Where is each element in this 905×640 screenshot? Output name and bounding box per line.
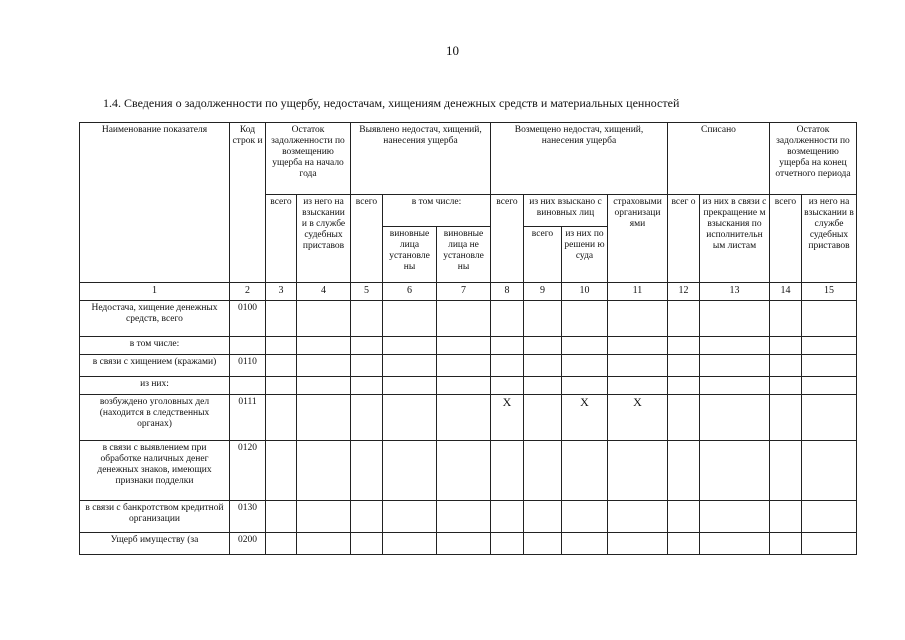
row-code: 0130 xyxy=(230,501,266,533)
value-cell[interactable] xyxy=(700,377,770,395)
value-cell[interactable] xyxy=(668,395,700,441)
value-cell[interactable] xyxy=(562,533,608,555)
value-cell[interactable] xyxy=(700,533,770,555)
value-cell[interactable] xyxy=(491,501,524,533)
value-cell[interactable] xyxy=(608,377,668,395)
value-cell[interactable] xyxy=(266,355,297,377)
value-cell[interactable] xyxy=(562,501,608,533)
value-cell[interactable] xyxy=(437,301,491,337)
table-row xyxy=(80,501,857,533)
value-cell[interactable] xyxy=(668,301,700,337)
column-number-row xyxy=(80,283,857,301)
value-cell[interactable] xyxy=(437,337,491,355)
value-cell[interactable] xyxy=(437,533,491,555)
value-cell[interactable] xyxy=(770,501,802,533)
value-cell[interactable] xyxy=(770,337,802,355)
header-code: Код строк и xyxy=(230,123,266,283)
value-cell[interactable] xyxy=(802,377,857,395)
col-number: 7 xyxy=(437,283,491,301)
value-cell[interactable] xyxy=(297,337,351,355)
value-cell[interactable] xyxy=(266,377,297,395)
value-cell[interactable] xyxy=(608,441,668,501)
row-code: 0100 xyxy=(230,301,266,337)
value-cell[interactable] xyxy=(524,441,562,501)
row-label: из них: xyxy=(80,377,230,395)
value-cell[interactable] xyxy=(770,355,802,377)
value-cell[interactable] xyxy=(266,337,297,355)
value-cell[interactable] xyxy=(524,337,562,355)
value-cell[interactable] xyxy=(700,441,770,501)
cross-mark[interactable]: Х xyxy=(491,395,524,441)
col-number: 2 xyxy=(230,283,266,301)
value-cell[interactable] xyxy=(351,377,383,395)
value-cell[interactable] xyxy=(802,395,857,441)
value-cell[interactable] xyxy=(562,355,608,377)
value-cell[interactable] xyxy=(668,441,700,501)
value-cell[interactable] xyxy=(524,501,562,533)
col-number: 11 xyxy=(608,283,668,301)
table-row xyxy=(80,377,857,395)
value-cell[interactable] xyxy=(700,337,770,355)
value-cell[interactable] xyxy=(297,501,351,533)
value-cell[interactable] xyxy=(700,355,770,377)
section-heading: 1.4. Сведения о задолженности по ущербу, недостачам, хищениям денежных средств и материальных ценностей xyxy=(103,96,680,110)
value-cell[interactable] xyxy=(351,501,383,533)
value-cell[interactable] xyxy=(491,377,524,395)
value-cell[interactable] xyxy=(297,377,351,395)
value-cell[interactable] xyxy=(802,301,857,337)
row-label: в связи с хищением (кражами) xyxy=(80,355,230,377)
value-cell[interactable] xyxy=(383,301,437,337)
table-row xyxy=(80,441,857,501)
header-total: всего xyxy=(491,195,524,283)
header-court: из них по решени ю суда xyxy=(562,227,608,283)
value-cell[interactable] xyxy=(668,355,700,377)
value-cell[interactable] xyxy=(668,337,700,355)
col-number: 12 xyxy=(668,283,700,301)
col-number: 14 xyxy=(770,283,802,301)
header-start-balance: Остаток задолженности по возмещению ущерба на начало года xyxy=(266,123,351,195)
value-cell[interactable] xyxy=(491,355,524,377)
value-cell[interactable] xyxy=(297,301,351,337)
value-cell[interactable] xyxy=(266,501,297,533)
value-cell[interactable] xyxy=(608,533,668,555)
value-cell[interactable] xyxy=(437,377,491,395)
value-cell[interactable] xyxy=(297,441,351,501)
value-cell[interactable] xyxy=(668,377,700,395)
row-label: в связи с выявлением при обработке наличных денег денежных знаков, имеющих признаки подделки xyxy=(80,441,230,501)
col-number: 1 xyxy=(80,283,230,301)
value-cell[interactable] xyxy=(770,377,802,395)
header-total: всего xyxy=(266,195,297,283)
value-cell[interactable] xyxy=(491,337,524,355)
table-row xyxy=(80,395,857,441)
value-cell[interactable] xyxy=(700,395,770,441)
col-number: 3 xyxy=(266,283,297,301)
header-total-short: всег о xyxy=(668,195,700,283)
value-cell[interactable] xyxy=(351,441,383,501)
table-row xyxy=(80,337,857,355)
value-cell[interactable] xyxy=(266,395,297,441)
header-reimbursed: Возмещено недостач, хищений, нанесения ущерба xyxy=(491,123,668,195)
col-number: 5 xyxy=(351,283,383,301)
col-number: 6 xyxy=(383,283,437,301)
value-cell[interactable] xyxy=(266,533,297,555)
value-cell[interactable] xyxy=(351,395,383,441)
value-cell[interactable] xyxy=(524,533,562,555)
row-label: возбуждено уголовных дел (находится в следственных органах) xyxy=(80,395,230,441)
row-code xyxy=(230,377,266,395)
value-cell[interactable] xyxy=(562,441,608,501)
value-cell[interactable] xyxy=(700,301,770,337)
value-cell[interactable] xyxy=(437,441,491,501)
header-end-balance: Остаток задолженности по возмещению ущерба на конец отчетного периода xyxy=(770,123,857,195)
table-row xyxy=(80,301,857,337)
value-cell[interactable] xyxy=(297,395,351,441)
value-cell[interactable] xyxy=(524,377,562,395)
table-body xyxy=(80,301,857,555)
row-code: 0111 xyxy=(230,395,266,441)
value-cell[interactable] xyxy=(802,441,857,501)
value-cell[interactable] xyxy=(297,355,351,377)
value-cell[interactable] xyxy=(437,395,491,441)
row-code xyxy=(230,337,266,355)
row-code: 0110 xyxy=(230,355,266,377)
value-cell[interactable] xyxy=(266,441,297,501)
col-number: 4 xyxy=(297,283,351,301)
value-cell[interactable] xyxy=(383,395,437,441)
page-number: 10 xyxy=(446,43,459,58)
header-detected: Выявлено недостач, хищений, нанесения ущерба xyxy=(351,123,491,195)
value-cell[interactable] xyxy=(562,337,608,355)
value-cell[interactable] xyxy=(491,301,524,337)
row-label: Ущерб имуществу (за xyxy=(80,533,230,555)
debt-table xyxy=(79,122,857,555)
header-total: всего xyxy=(351,195,383,283)
value-cell[interactable] xyxy=(437,501,491,533)
value-cell[interactable] xyxy=(351,337,383,355)
value-cell[interactable] xyxy=(383,441,437,501)
col-number: 9 xyxy=(524,283,562,301)
header-including: в том числе: xyxy=(383,195,491,227)
value-cell[interactable] xyxy=(437,355,491,377)
header-bailiff: из него на взыскании и в службе судебных приставов xyxy=(297,195,351,283)
value-cell[interactable] xyxy=(266,301,297,337)
row-code: 0120 xyxy=(230,441,266,501)
col-number: 15 xyxy=(802,283,857,301)
value-cell[interactable] xyxy=(608,355,668,377)
header-guilty-unknown: виновные лица не установле ны xyxy=(437,227,491,283)
col-number: 13 xyxy=(700,283,770,301)
value-cell[interactable] xyxy=(383,377,437,395)
value-cell[interactable] xyxy=(491,533,524,555)
value-cell[interactable] xyxy=(297,533,351,555)
header-from-guilty: из них взыскано с виновных лиц xyxy=(524,195,608,227)
col-number: 10 xyxy=(562,283,608,301)
value-cell[interactable] xyxy=(351,533,383,555)
value-cell[interactable] xyxy=(668,533,700,555)
row-code: 0200 xyxy=(230,533,266,555)
header-name: Наименование показателя xyxy=(80,123,230,283)
value-cell[interactable] xyxy=(608,301,668,337)
value-cell[interactable] xyxy=(351,301,383,337)
header-guilty-known: виновные лица установле ны xyxy=(383,227,437,283)
value-cell[interactable] xyxy=(802,533,857,555)
col-number: 8 xyxy=(491,283,524,301)
header-writeoff-stop: из них в связи с прекращение м взыскания по исполнительн ым листам xyxy=(700,195,770,283)
table-row xyxy=(80,533,857,555)
value-cell[interactable] xyxy=(383,501,437,533)
cross-mark[interactable]: Х xyxy=(608,395,668,441)
row-label: Недостача, хищение денежных средств, всего xyxy=(80,301,230,337)
value-cell[interactable] xyxy=(524,301,562,337)
header-insurers: страховыми организаци ями xyxy=(608,195,668,283)
value-cell[interactable] xyxy=(562,301,608,337)
value-cell[interactable] xyxy=(524,355,562,377)
value-cell[interactable] xyxy=(668,501,700,533)
value-cell[interactable] xyxy=(351,355,383,377)
cross-mark[interactable]: Х xyxy=(562,395,608,441)
value-cell[interactable] xyxy=(802,337,857,355)
value-cell[interactable] xyxy=(770,441,802,501)
header-written-off: Списано xyxy=(668,123,770,195)
value-cell[interactable] xyxy=(383,533,437,555)
table-row xyxy=(80,355,857,377)
row-label: в связи с банкротством кредитной организации xyxy=(80,501,230,533)
value-cell[interactable] xyxy=(802,501,857,533)
value-cell[interactable] xyxy=(383,337,437,355)
header-bailiff-end: из него на взыскании в службе судебных приставов xyxy=(802,195,857,283)
value-cell[interactable] xyxy=(562,377,608,395)
value-cell[interactable] xyxy=(383,355,437,377)
value-cell[interactable] xyxy=(802,355,857,377)
value-cell[interactable] xyxy=(770,533,802,555)
value-cell[interactable] xyxy=(770,301,802,337)
value-cell[interactable] xyxy=(700,501,770,533)
header-total: всего xyxy=(770,195,802,283)
value-cell[interactable] xyxy=(608,501,668,533)
header-total: всего xyxy=(524,227,562,283)
value-cell[interactable] xyxy=(770,395,802,441)
value-cell[interactable] xyxy=(608,337,668,355)
row-label: в том числе: xyxy=(80,337,230,355)
value-cell[interactable] xyxy=(524,395,562,441)
value-cell[interactable] xyxy=(491,441,524,501)
